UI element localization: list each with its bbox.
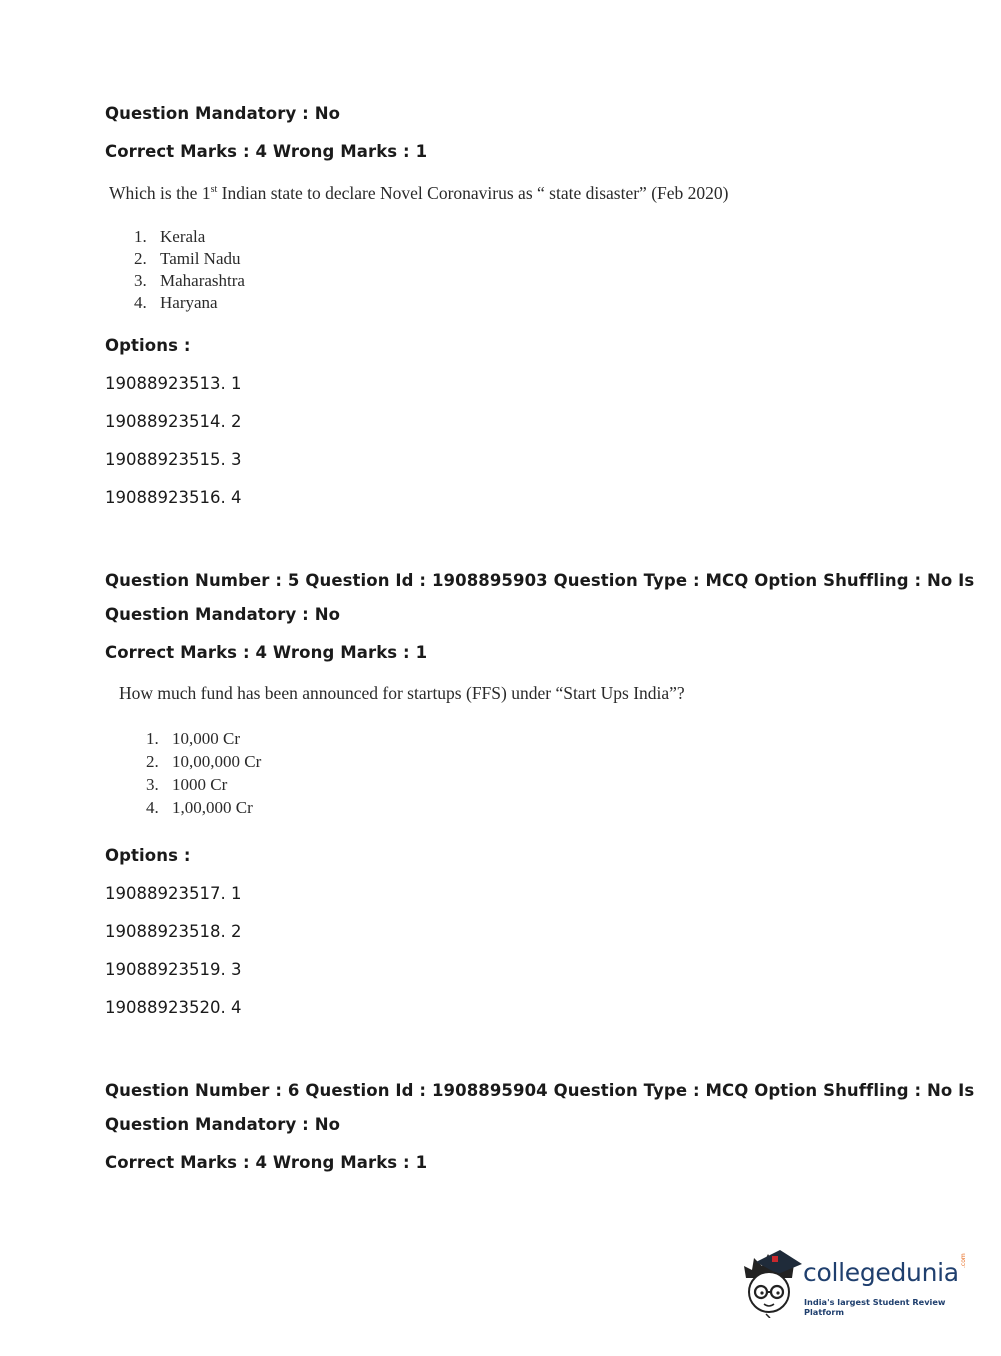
choice-number: 3. [134, 271, 147, 290]
options-label: Options : [105, 336, 191, 355]
question-text-part: Which is the 1 [109, 183, 211, 203]
choice-item [146, 727, 261, 750]
choice-item [134, 292, 245, 314]
question-text [109, 183, 728, 204]
choice-text: 1,00,000 Cr [172, 798, 253, 817]
option-id: 19088923515. 3 [105, 450, 242, 469]
choice-text: 1000 Cr [172, 775, 228, 794]
choice-text: Haryana [160, 293, 218, 312]
choice-item [134, 270, 245, 292]
option-id: 19088923516. 4 [105, 488, 242, 507]
question-text: How much fund has been announced for startups (FFS) under “Start Ups India”? [119, 683, 685, 703]
marks-line: Correct Marks : 4 Wrong Marks : 1 [105, 1153, 428, 1172]
question-text-part: Indian state to declare Novel Coronavirus as “ state disaster” (Feb 2020) [217, 183, 729, 203]
brand-domain: .com [960, 1253, 967, 1268]
choice-number: 4. [146, 798, 159, 817]
choice-text: 10,00,000 Cr [172, 752, 262, 771]
choice-text: Maharashtra [160, 271, 245, 290]
choice-text: Tamil Nadu [160, 249, 241, 268]
collegedunia-logo [742, 1248, 972, 1318]
option-id: 19088923518. 2 [105, 922, 242, 941]
options-label: Options : [105, 846, 191, 865]
choice-number: 1. [146, 729, 159, 748]
option-id: 19088923520. 4 [105, 998, 242, 1017]
question-header: Question Number : 5 Question Id : 1908895903 Question Type : MCQ Option Shuffling : No Is [105, 571, 975, 590]
option-id: 19088923519. 3 [105, 960, 242, 979]
question-mandatory: Question Mandatory : No [105, 104, 341, 123]
choice-number: 4. [134, 293, 147, 312]
option-id: 19088923513. 1 [105, 374, 242, 393]
option-id: 19088923517. 1 [105, 884, 242, 903]
collegedunia-mascot-icon [742, 1248, 802, 1318]
choice-list [146, 727, 261, 819]
choice-item [134, 248, 245, 270]
choice-list [134, 226, 245, 314]
marks-line: Correct Marks : 4 Wrong Marks : 1 [105, 142, 428, 161]
ordinal-suffix: st [210, 184, 218, 196]
choice-number: 2. [146, 752, 159, 771]
question-mandatory: Question Mandatory : No [105, 1115, 341, 1134]
choice-number: 2. [134, 249, 147, 268]
choice-item [146, 750, 261, 773]
brand-name: collegedunia [803, 1258, 959, 1287]
choice-item [146, 773, 261, 796]
choice-number: 1. [134, 227, 147, 246]
question-mandatory: Question Mandatory : No [105, 605, 341, 624]
question-header: Question Number : 6 Question Id : 1908895904 Question Type : MCQ Option Shuffling : No Is [105, 1081, 975, 1100]
brand-tagline: India's largest Student Review Platform [804, 1297, 946, 1317]
option-id: 19088923514. 2 [105, 412, 242, 431]
choice-item [134, 226, 245, 248]
choice-text: Kerala [160, 227, 206, 246]
choice-text: 10,000 Cr [172, 729, 240, 748]
marks-line: Correct Marks : 4 Wrong Marks : 1 [105, 643, 428, 662]
choice-number: 3. [146, 775, 159, 794]
choice-item [146, 796, 261, 819]
